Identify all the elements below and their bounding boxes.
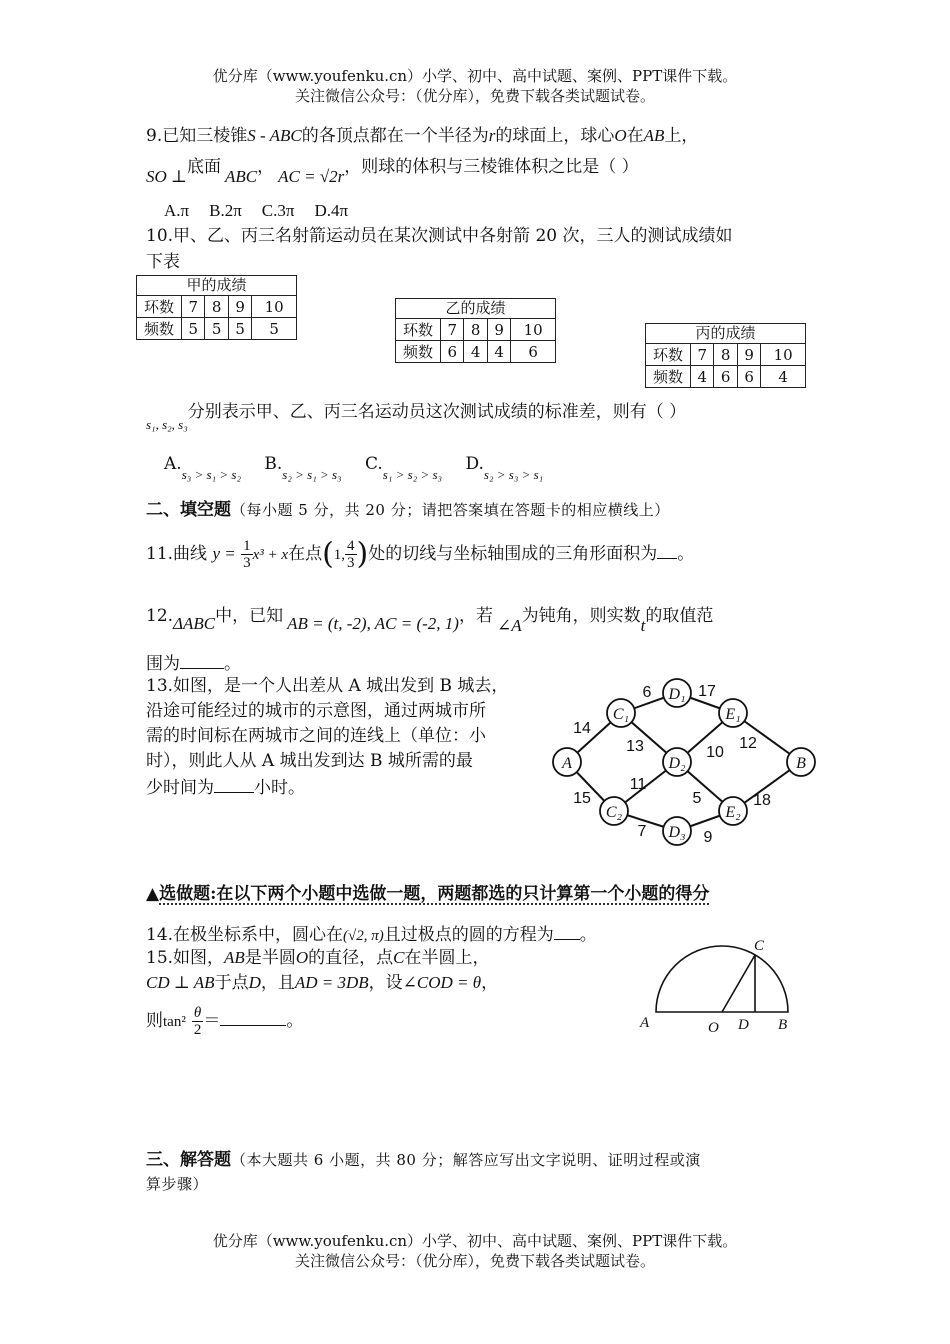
option-expr: s₂ > s₁ > s₃ [282,467,342,482]
table-cell: 环数 [646,344,691,366]
q11-text: 处的切线与坐标轴围成的三角形面积为 [368,544,658,564]
q9-math: SO ⊥ [146,167,188,186]
q11-math: x³ + x [252,547,289,563]
table-cell: 4 [691,366,714,388]
q9-option-c: C.3π [261,201,295,220]
paren-left: ( [322,536,334,572]
table-row [396,341,556,363]
table-cell: 8 [464,319,487,341]
q9-math: r [488,126,496,145]
table-row [137,318,297,340]
section3-heading [146,1148,701,1172]
table-caption: 乙的成绩 [395,298,556,318]
q13-answer-blank[interactable] [214,774,254,793]
section2-heading [146,498,670,522]
option-label: B. [264,454,283,474]
edge-weight: 13 [626,738,644,755]
triangle-icon: ▲ [146,884,160,904]
score-table-yi [395,298,556,363]
option-label: D. [465,454,484,474]
q13-line: 沿途可能经过的城市的示意图，通过两城市所 [146,701,486,721]
edge-weight: 14 [573,720,591,737]
q9-line-1 [146,124,698,148]
section-title: 二、填空题 [146,500,231,520]
q12-line-2 [146,650,241,676]
q15-text: 。 [286,1011,304,1031]
label-b: B [778,1017,788,1033]
edge-weight: 5 [692,790,702,807]
table-cell: 7 [182,296,205,318]
q12-text: 。 [224,654,241,674]
q9-math: S - ABC [247,126,302,145]
q10-line-2: 下表 [146,252,180,272]
q14-text: 14.在极坐标系中，圆心在 [146,925,344,945]
q15-math: D [248,973,261,992]
q14-text: 且过极点的圆的方程为 [383,925,554,945]
q15-fraction [192,1005,204,1038]
frac-num: θ [192,1005,204,1022]
option-expr: s₃ > s₁ > s₂ [181,467,241,482]
q12-text: 围为 [146,654,180,674]
elective-title: 选做题:在以下两个小题中选做一题，两题都选的只计算第一个小题的得分 [159,884,710,904]
table-cell: 9 [228,296,251,318]
q10-stem [146,400,687,432]
q10-option-b [264,454,342,482]
q9-text: ， [257,157,275,177]
q9-text: 底面 [187,157,222,177]
q15-text: 在半圆上， [404,948,490,968]
table-row [396,319,556,341]
q11 [146,538,694,571]
frac-den: 2 [193,1022,202,1038]
section3-note-line-2 [146,1172,208,1196]
q13-city-graph [545,676,825,856]
q12-text: 为钝角，则实数 [521,606,641,626]
page-header [0,66,950,106]
table-cell: 6 [441,341,464,363]
node-label: A [562,755,572,772]
table-cell: 8 [205,296,228,318]
q15-text: 的直径，点 [308,948,394,968]
option-label: C. [364,454,383,474]
q11-answer-blank[interactable] [657,540,677,559]
q12-text: 12. [146,606,174,626]
edge-weight: 7 [637,823,647,840]
q12-math: ΔABC [173,614,216,633]
q11-text: 11.曲线 [146,544,208,564]
q9-line-2 [146,155,639,186]
q9-text: 的球面上，球心 [495,126,615,146]
table-cell: 4 [464,341,487,363]
node-label: E₁ [725,706,741,723]
page-footer [0,1231,950,1271]
q9-math: ABC [225,167,258,186]
q9-text: 的各顶点都在一个半径为 [301,126,489,146]
table-row [646,344,806,366]
q13-line: 需的时间标在两城市之间的连线上（单位：小 [146,726,486,746]
radius-oc [722,955,755,1012]
semicircle [656,946,788,1012]
q9-text: 在 [626,126,644,146]
q9-text: ，则球的体积与三棱锥体积之比是（ ） [344,157,639,177]
footer-line-2: 关注微信公众号：（优分库），免费下载各类试题试卷。 [294,1252,655,1270]
q12-text: ，若 [458,606,493,626]
q10-stem-math: s₁, s₂, s₃ [146,417,188,432]
table-row [646,366,806,388]
q9-math: O [614,126,627,145]
q15-math: C [393,948,405,967]
q11-point: 1, [333,547,346,563]
q15-text: ， [481,973,499,993]
option-expr: s₁ > s₂ > s₃ [382,467,443,482]
label-a: A [640,1015,650,1031]
q15-line-2 [146,971,498,995]
section-note: 算步骤） [146,1175,209,1193]
node-label: C₂ [605,804,623,821]
table-cell: 10 [511,319,556,341]
q15-math: O [295,948,309,967]
q9-options [164,199,348,223]
node-label: D₁ [668,686,686,703]
q9-text: 上， [664,126,699,146]
q9-math: AB [643,126,665,145]
option-label: A. [164,454,182,474]
section-note: （本大题共 6 小题，共 80 分；解答应写出文字说明、证明过程或演 [231,1151,701,1169]
table-cell: 频数 [396,341,441,363]
table-cell: 5 [182,318,205,340]
q10-line-1: 10.甲、乙、丙三名射箭运动员在某次测试中各射箭 20 次，三人的测试成绩如 [146,226,733,246]
table-cell: 5 [252,318,297,340]
q15-line-1 [146,946,489,970]
node-label: E₂ [725,804,741,821]
q15-line-3 [146,1005,303,1038]
edge-weight: 6 [642,684,652,701]
node-label: D₃ [668,824,686,841]
q10-options [164,452,544,482]
paren-right: ) [356,536,369,572]
table-cell: 6 [737,366,760,388]
q10-stem-text: 分别表示甲、乙、丙三名运动员这次测试成绩的标准差，则有（ ） [187,402,687,422]
q15-math: ∠COD = θ [402,973,482,992]
q9-option-d: D.4π [314,201,349,220]
edge-weight: 18 [753,792,771,809]
q11-fraction [241,538,253,571]
q11-point-fraction [345,538,357,571]
frac-den: 3 [347,555,355,571]
table-cell: 4 [761,366,806,388]
q12-text: 的取值范 [645,606,714,626]
edge-weight: 12 [739,735,757,752]
table-cell: 频数 [646,366,691,388]
edge-weight: 9 [703,829,713,846]
table-cell: 7 [441,319,464,341]
q13-text-part: 小时。 [254,778,305,798]
table-cell: 4 [487,341,510,363]
q15-text: ，设 [368,973,403,993]
q13-line: 13.如图，是一个人出差从 A 城出发到 B 城去， [146,676,509,696]
q15-text: ＝ [203,1011,221,1031]
header-line-1: 优分库（www.youfenku.cn）小学、初中、高中试题、案例、PPT课件下载。 [212,67,738,85]
q15-text: 则 [146,1011,163,1031]
q15-text: 是半圆 [244,948,296,968]
node-label: D₂ [668,755,686,772]
node-label: B [796,755,806,772]
table-cell: 10 [252,296,297,318]
table-caption: 丙的成绩 [645,323,806,343]
edge-weight: 15 [573,790,591,807]
q14-math: (√2, π) [343,928,384,944]
table-cell: 9 [487,319,510,341]
q15-math: AB [224,948,245,967]
section-note: （每小题 5 分，共 20 分；请把答案填在答题卡的相应横线上） [231,501,670,519]
q14 [146,921,597,948]
q14-text: 。 [579,925,597,945]
option-expr: s₂ > s₃ > s₁ [483,467,544,482]
q13-text [146,674,508,801]
table-row [137,296,297,318]
label-o: O [708,1020,719,1036]
q15-text: 15.如图， [146,948,225,968]
table-cell: 环数 [137,296,182,318]
table-cell: 7 [691,344,714,366]
q15-answer-blank[interactable] [220,1007,286,1026]
q12-line-1 [146,604,714,635]
q10-option-d [465,454,544,482]
table-cell: 环数 [396,319,441,341]
q15-semicircle-figure [638,936,800,1040]
table-cell: 8 [714,344,737,366]
q13-line [146,774,508,801]
q13-line: 时），则此人从 A 城出发到达 B 城所需的最 [146,751,473,771]
table-cell: 6 [714,366,737,388]
q9-option-a: A.π [164,201,190,220]
q15-math: AD = 3DB [294,973,369,992]
q15-math: CD ⊥ AB [146,973,215,992]
q13-text-part: 少时间为 [146,778,214,798]
section-title: 三、解答题 [146,1150,231,1170]
q12-answer-blank[interactable] [180,650,224,669]
table-cell: 10 [761,344,806,366]
label-d: D [738,1017,749,1033]
table-cell: 频数 [137,318,182,340]
q14-answer-blank[interactable] [554,921,580,940]
score-table-jia [136,275,297,340]
header-line-2: 关注微信公众号：（优分库），免费下载各类试题试卷。 [294,87,655,105]
table-cell: 6 [511,341,556,363]
q12-text: 中，已知 [215,606,284,626]
q10-option-a [164,454,241,482]
q15-text: 于点 [214,973,249,993]
footer-line-1: 优分库（www.youfenku.cn）小学、初中、高中试题、案例、PPT课件下载。 [212,1232,738,1250]
q12-math: ∠A [496,616,522,635]
q15-text: ，且 [260,973,295,993]
frac-num: 4 [347,538,355,554]
edge-weight: 17 [698,683,716,700]
q9-text: 9.已知三棱锥 [146,126,248,146]
table-cell: 5 [205,318,228,340]
q15-math: tan² [163,1014,186,1030]
frac-num: 1 [243,538,251,554]
q9-math: AC = √2r [278,167,345,186]
frac-den: 3 [243,555,251,571]
q12-math: AB = (t, -2), AC = (-2, 1) [287,614,459,633]
table-caption: 甲的成绩 [136,275,297,295]
q11-math: y = [212,544,236,563]
q12-math: t [640,616,646,635]
q11-text: 在点 [288,544,323,564]
table-cell: 9 [737,344,760,366]
label-c: C [754,938,765,954]
q9-option-b: B.2π [209,201,242,220]
q11-text: 。 [677,544,695,564]
elective-heading [146,882,709,906]
node-label: C₁ [612,706,630,723]
score-table-bing [645,323,806,388]
q10-option-c [364,454,443,482]
edge-weight: 10 [706,744,724,761]
edge-weight: 11 [629,776,647,793]
table-cell: 5 [228,318,251,340]
